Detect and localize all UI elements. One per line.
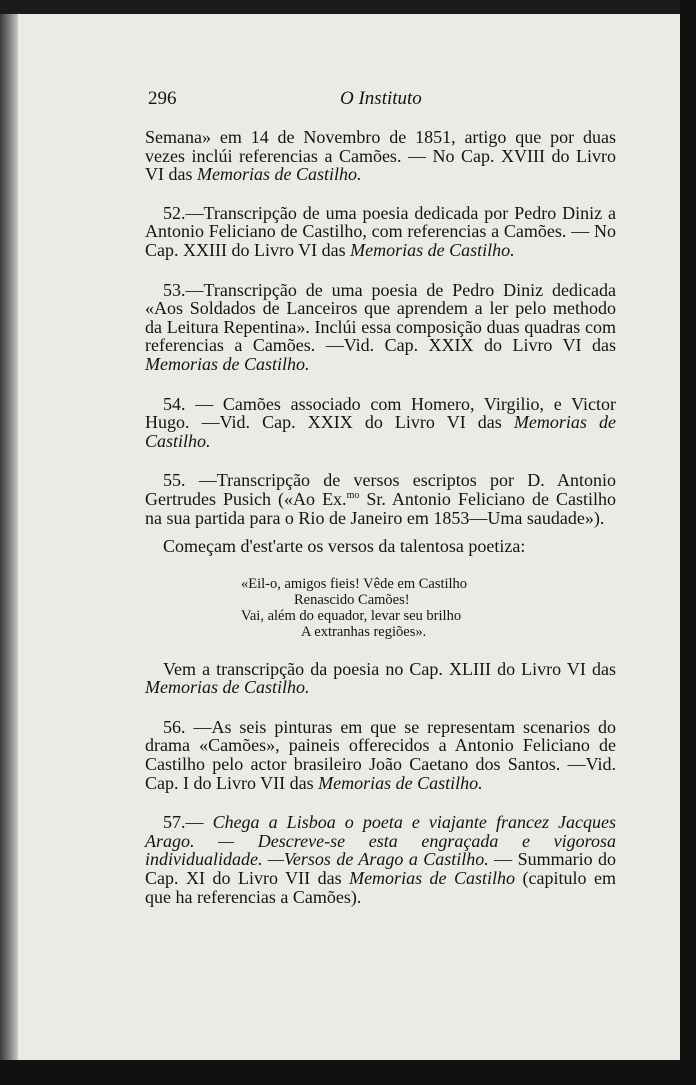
continuation-text: Semana» em 14 de Novembro de 1851, artigo que por duas vezes inclúi referencias a Camões. — No Cap. XVIII do Livro VI das <box>145 127 616 185</box>
entry-57-text-2: — Summario do Cap. XI do Livro VII das <box>145 849 616 889</box>
after-poem-text: Vem a transcripção da poesia no Cap. XLIII do Livro VI das <box>163 658 616 679</box>
after-poem-paragraph <box>145 660 616 697</box>
right-edge-shadow <box>680 0 696 1085</box>
entry-52-italic: Memorias de Castilho. <box>350 239 515 260</box>
entry-57-text-3: (capitulo em que ha referencias a Camões). <box>145 868 617 907</box>
body-text <box>145 128 616 927</box>
entry-53-text: 53.—Transcripção de uma poesia de Pedro Diniz dedicada «Aos Soldados de Lanceiros que aprendem a ler pelo methodo da Leitura Repentina». Inclúi essa composição duas quadras com referencias a Camões. —Vid. Cap. XXIX do Livro VI das <box>145 279 616 356</box>
entry-57-italic-2: Memorias de Castilho <box>349 868 516 889</box>
poem-intro: Começam d'est'arte os versos da talentosa poetiza: <box>163 536 526 557</box>
poem-line-1: «Eil-o, amigos fieis! Vêde em Castilho <box>241 575 468 592</box>
entry-52 <box>145 204 616 260</box>
entry-54 <box>145 395 616 451</box>
entry-57-text: 57.— <box>163 812 213 833</box>
entry-57-italic: Chega a Lisboa o poeta e viajante francez Jacques Arago. — Descreve-se esta engraçada e vigorosa individualidade. —Versos de Arago a Castilho. <box>145 812 616 870</box>
entry-53 <box>145 281 616 374</box>
entry-54-italic: Memorias de Castilho. <box>145 412 616 451</box>
entry-56-text: 56. —As seis pinturas em que se representam scenarios do drama «Camões», paineis offerecidos a Antonio Feliciano de Castilho pelo actor brasileiro João Caetano dos Santos. —Vid. Cap. I do Livro VII das <box>145 716 616 793</box>
poem-quote <box>241 576 616 640</box>
entry-57 <box>145 813 616 906</box>
poem-line-3: Vai, além do equador, levar seu brilho <box>241 607 462 624</box>
entry-55-text: 55. —Transcripção de versos escriptos por D. Antonio Gertrudes Pusich («Ao Ex. <box>145 470 616 509</box>
running-title: O Instituto <box>340 88 422 109</box>
after-poem-italic: Memorias de Castilho. <box>145 677 310 698</box>
entry-53-italic: Memorias de Castilho. <box>145 353 310 374</box>
poem-line-4: A extranhas regiões». <box>301 623 427 640</box>
poem-line-2: Renascido Camões! <box>294 591 410 608</box>
bottom-edge-shadow <box>0 1060 696 1085</box>
entry-54-text: 54. — Camões associado com Homero, Virgilio, e Victor Hugo. —Vid. Cap. XXIX do Livro VI das <box>145 393 616 433</box>
entry-52-text: 52.—Transcripção de uma poesia dedicada por Pedro Diniz a Antonio Feliciano de Castilho, com referencias a Camões. — No Cap. XXIII do Livro VI das <box>145 202 616 260</box>
entry-55-text-2: Sr. Antonio Feliciano de Castilho na sua partida para o Rio de Janeiro em 1853—Uma saudade»). <box>145 488 616 528</box>
entry-55 <box>145 471 616 527</box>
entry-56 <box>145 718 616 792</box>
continuation-italic: Memorias de Castilho. <box>197 164 362 185</box>
entry-55-superscript: mo <box>346 489 360 501</box>
book-spine-shadow <box>0 14 18 1060</box>
entry-56-italic: Memorias de Castilho. <box>318 772 483 793</box>
page-number: 296 <box>148 88 177 109</box>
continuation-paragraph <box>145 128 616 184</box>
